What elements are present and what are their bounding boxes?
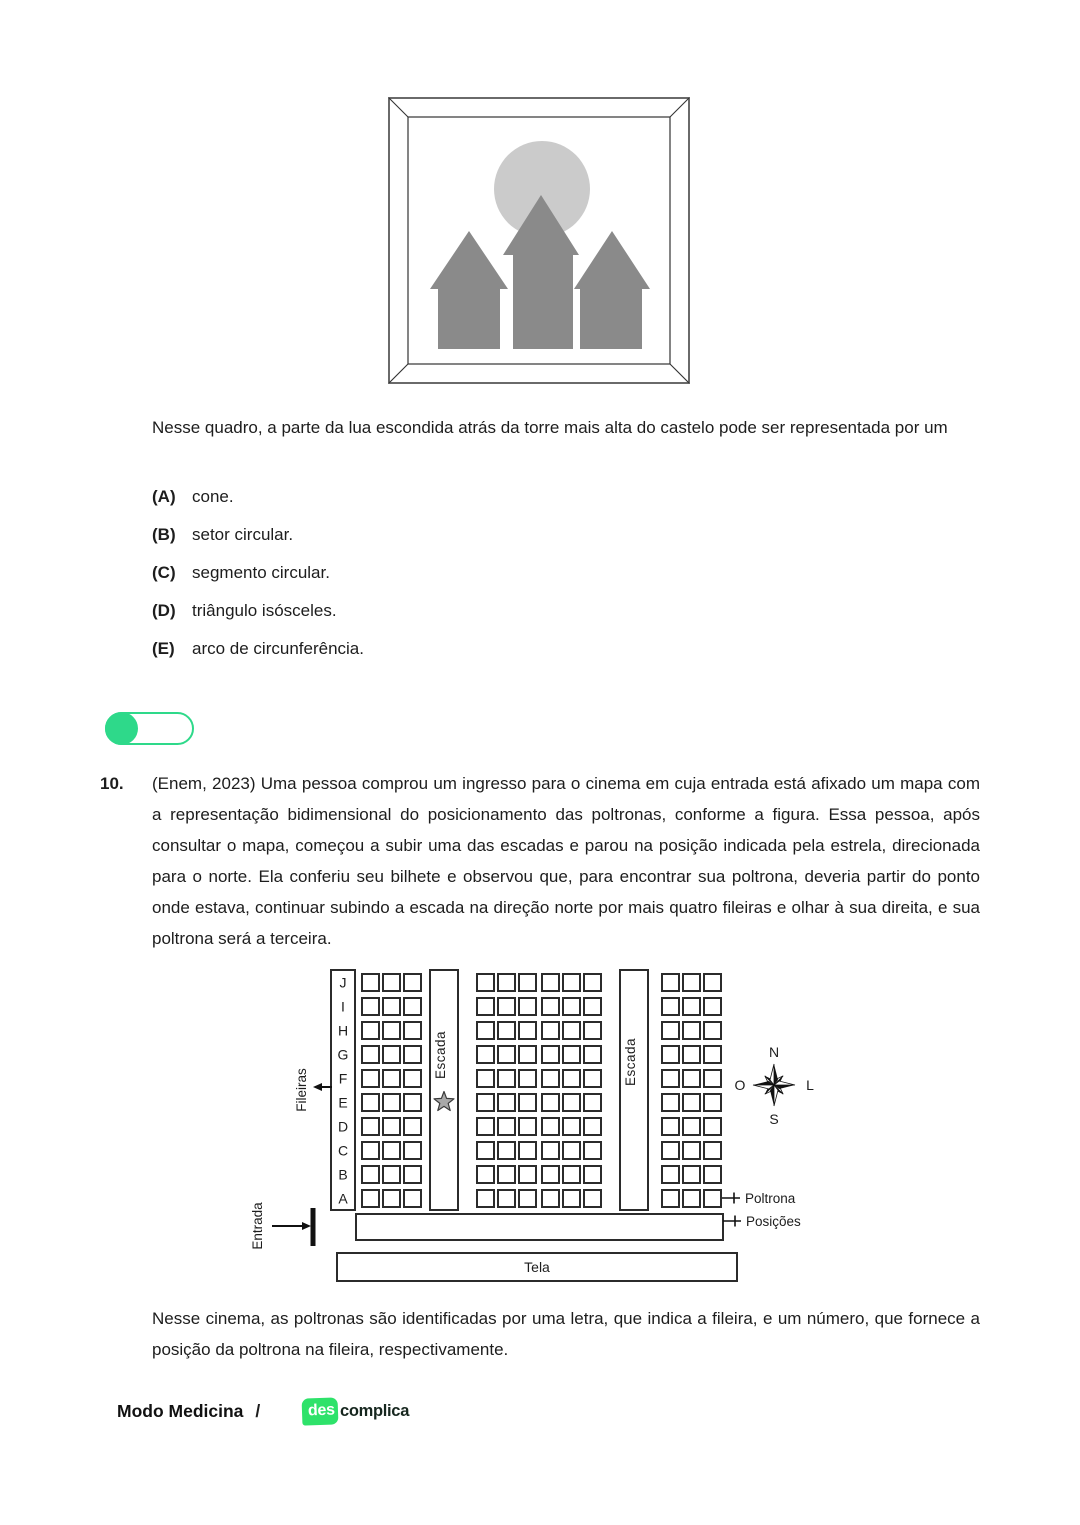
option-b-letter: (B): [152, 525, 176, 544]
entrance-label: Entrada: [250, 1202, 265, 1250]
footer-separator: /: [255, 1401, 261, 1421]
seatmap-svg: [250, 962, 860, 1287]
seat: [563, 1022, 580, 1039]
seat: [383, 1046, 400, 1063]
option-e-letter: (E): [152, 639, 175, 658]
seat: [404, 1166, 421, 1183]
option-c-text: segmento circular.: [192, 563, 330, 582]
seat: [563, 1046, 580, 1063]
option-b[interactable]: [152, 524, 364, 545]
seat: [477, 1070, 494, 1087]
seat: [563, 1190, 580, 1207]
row-letter: B: [338, 1166, 348, 1183]
row-letter: C: [337, 1142, 349, 1159]
seat: [662, 1022, 679, 1039]
seat: [477, 1190, 494, 1207]
logo-prefix: des: [302, 1397, 339, 1425]
row-letter: I: [341, 998, 345, 1015]
seat: [498, 974, 515, 991]
option-d-letter: (D): [152, 601, 176, 620]
seat: [662, 1094, 679, 1111]
seat: [362, 1190, 379, 1207]
seat: [404, 1022, 421, 1039]
seat: [362, 1070, 379, 1087]
seat: [404, 1070, 421, 1087]
seat: [584, 974, 601, 991]
seat: [519, 1022, 536, 1039]
seat: [477, 1118, 494, 1135]
seat: [362, 1166, 379, 1183]
row-letter: G: [337, 1046, 349, 1063]
seat: [563, 1094, 580, 1111]
seat: [563, 998, 580, 1015]
logo-suffix: complica: [339, 1402, 410, 1420]
seat: [683, 1094, 700, 1111]
seat: [519, 1070, 536, 1087]
seat: [542, 998, 559, 1015]
question9-options: [152, 486, 364, 659]
seat: [584, 1022, 601, 1039]
option-d[interactable]: [152, 600, 364, 621]
seat: [704, 1094, 721, 1111]
seat: [477, 974, 494, 991]
seat: [683, 1118, 700, 1135]
castle-tower-right: [574, 231, 650, 349]
seat: [498, 1142, 515, 1159]
footer: [117, 1398, 409, 1425]
seat: [542, 1118, 559, 1135]
seat: [519, 998, 536, 1015]
seat: [362, 998, 379, 1015]
row-letter: E: [338, 1094, 348, 1111]
seat: [662, 1070, 679, 1087]
seat: [477, 1142, 494, 1159]
option-a-letter: (A): [152, 487, 176, 506]
rows-axis-arrowhead: [313, 1083, 322, 1091]
seat: [662, 1046, 679, 1063]
seat: [542, 1142, 559, 1159]
stairs-right-label: Escada: [623, 1037, 638, 1087]
seat: [683, 1190, 700, 1207]
compass-west-label: O: [734, 1077, 746, 1093]
descomplica-logo: [302, 1398, 409, 1425]
seat: [519, 1118, 536, 1135]
seat: [383, 1022, 400, 1039]
seat: [662, 974, 679, 991]
seat: [662, 1142, 679, 1159]
seat: [683, 1022, 700, 1039]
seat: [584, 1094, 601, 1111]
seat: [383, 1142, 400, 1159]
seat: [584, 1046, 601, 1063]
seat: [542, 1190, 559, 1207]
seat: [519, 974, 536, 991]
seat: [519, 1166, 536, 1183]
compass-north-label: N: [768, 1044, 780, 1060]
compass-east-label: L: [806, 1077, 814, 1093]
seat: [404, 974, 421, 991]
option-c[interactable]: [152, 562, 364, 583]
seat: [584, 1166, 601, 1183]
seat: [404, 1118, 421, 1135]
question9-prompt: Nesse quadro, a parte da lua escondida atrás da torre mais alta do castelo pode ser representada por um: [152, 418, 948, 437]
option-c-letter: (C): [152, 563, 176, 582]
seat: [704, 1142, 721, 1159]
seat: [362, 1022, 379, 1039]
seat: [477, 1094, 494, 1111]
positions-label: Posições: [746, 1214, 801, 1229]
seat: [383, 1190, 400, 1207]
seat: [362, 1046, 379, 1063]
row-letter: H: [337, 1022, 349, 1039]
seat: [383, 1118, 400, 1135]
seat: [542, 1022, 559, 1039]
seat: [519, 1094, 536, 1111]
seat: [662, 1118, 679, 1135]
seat: [704, 1046, 721, 1063]
entrance-bar: [311, 1208, 316, 1246]
seat: [584, 1118, 601, 1135]
seat: [563, 1166, 580, 1183]
seat: [542, 974, 559, 991]
seat: [662, 1190, 679, 1207]
option-b-text: setor circular.: [192, 525, 294, 544]
seat: [563, 1142, 580, 1159]
castle-moon-figure: [388, 97, 690, 384]
seat: [383, 1094, 400, 1111]
seat: [383, 1070, 400, 1087]
row-letter: A: [338, 1190, 348, 1207]
seat: [704, 1070, 721, 1087]
entrance-arrowhead: [302, 1222, 311, 1230]
seat: [498, 1070, 515, 1087]
seat: [584, 1190, 601, 1207]
stairs-left-box: [430, 970, 458, 1210]
question10-number: 10.: [100, 774, 124, 793]
seat: [362, 1142, 379, 1159]
rows-axis-label: Fileiras: [294, 1068, 309, 1112]
positions-box: [356, 1214, 723, 1240]
compass-south-label: S: [769, 1111, 779, 1127]
seat: [404, 1142, 421, 1159]
seat: [683, 1166, 700, 1183]
seat: [563, 1070, 580, 1087]
seat: [477, 998, 494, 1015]
seat: [498, 998, 515, 1015]
seat: [704, 974, 721, 991]
seat: [498, 1166, 515, 1183]
seat: [542, 1046, 559, 1063]
seat: [477, 1166, 494, 1183]
option-e-text: arco de circunferência.: [192, 639, 364, 658]
seat: [683, 1142, 700, 1159]
seat: [404, 998, 421, 1015]
seat: [683, 1070, 700, 1087]
seat: [498, 1046, 515, 1063]
screen-label: Tela: [524, 1259, 550, 1275]
seat: [584, 998, 601, 1015]
seat: [683, 974, 700, 991]
seat: [519, 1046, 536, 1063]
seat: [563, 974, 580, 991]
seat: [542, 1094, 559, 1111]
row-letter: F: [338, 1070, 348, 1087]
question10-text: (Enem, 2023) Uma pessoa comprou um ingresso para o cinema em cuja entrada está afixado um mapa com a representação bidimensional do posicionamento das poltronas, conforme a figura. Essa pessoa, após consultar o mapa, começou a subir uma das escadas e parou na posição indicada pela estrela, direcionada para o norte. Ela conferiu seu bilhete e observou que, para encontrar sua poltrona, deveria partir do ponto onde estava, continuar subindo a escada na direção norte por mais quatro fileiras e olhar à sua direita, e sua poltrona será a terceira.: [152, 774, 980, 948]
seat: [362, 1094, 379, 1111]
seat: [662, 998, 679, 1015]
seat: [519, 1142, 536, 1159]
seat: [563, 1118, 580, 1135]
seat: [704, 1190, 721, 1207]
seat: [404, 1190, 421, 1207]
row-letter: J: [339, 974, 347, 991]
seat-label: Poltrona: [745, 1191, 796, 1206]
seat: [477, 1022, 494, 1039]
seat: [477, 1046, 494, 1063]
toggle[interactable]: [105, 712, 194, 745]
seat: [704, 1118, 721, 1135]
compass-rose-icon: [753, 1064, 795, 1106]
option-d-text: triângulo isósceles.: [192, 601, 337, 620]
option-e[interactable]: [152, 638, 364, 659]
seat: [498, 1118, 515, 1135]
seat: [542, 1166, 559, 1183]
seat: [498, 1022, 515, 1039]
seat: [362, 1118, 379, 1135]
seat: [683, 998, 700, 1015]
seat-grid: [338, 974, 721, 1235]
option-a[interactable]: [152, 486, 364, 507]
toggle-knob[interactable]: [105, 712, 138, 745]
seat: [662, 1166, 679, 1183]
seat: [584, 1070, 601, 1087]
closing-paragraph: Nesse cinema, as poltronas são identificadas por uma letra, que indica a fileira, e um número, que fornece a posição da poltrona na fileira, respectivamente.: [152, 1309, 980, 1359]
seat: [584, 1142, 601, 1159]
seat: [704, 1022, 721, 1039]
castle-tower-left: [430, 231, 508, 349]
row-letter: D: [337, 1118, 349, 1135]
option-a-text: cone.: [192, 487, 234, 506]
seat: [404, 1046, 421, 1063]
seat: [383, 998, 400, 1015]
stairs-left-label: Escada: [433, 1030, 448, 1080]
seat: [383, 974, 400, 991]
seat: [704, 998, 721, 1015]
footer-brand: Modo Medicina: [117, 1401, 244, 1421]
seat: [542, 1070, 559, 1087]
seat: [498, 1190, 515, 1207]
seat: [362, 974, 379, 991]
seat: [683, 1046, 700, 1063]
seat: [704, 1166, 721, 1183]
seat: [404, 1094, 421, 1111]
stairs-right-box: [620, 970, 648, 1210]
seat: [498, 1094, 515, 1111]
seat: [383, 1166, 400, 1183]
seat: [519, 1190, 536, 1207]
